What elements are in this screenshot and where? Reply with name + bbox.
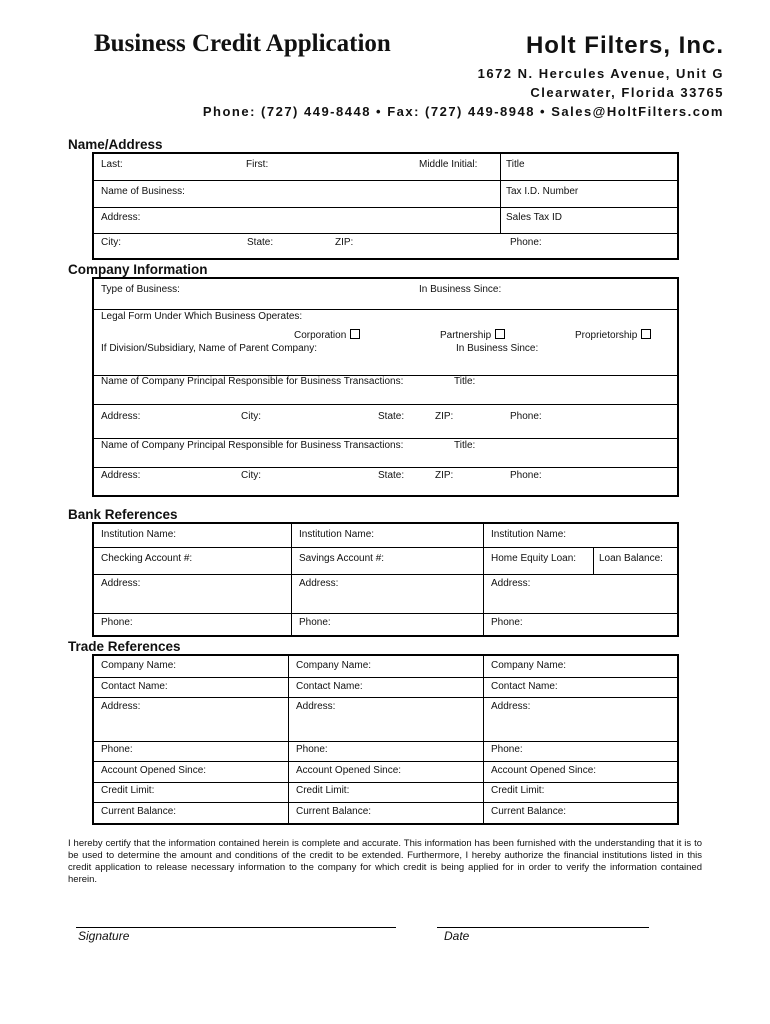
city-field[interactable]: City: — [101, 237, 121, 248]
principal-2-address-field[interactable]: Address: — [101, 470, 141, 481]
bank-1-address-field[interactable]: Address: — [101, 578, 141, 589]
middle-initial-field[interactable]: Middle Initial: — [419, 159, 478, 170]
trade-1-credit-limit-field[interactable]: Credit Limit: — [101, 785, 155, 796]
principal-1-city-field[interactable]: City: — [241, 411, 261, 422]
principal-1-phone-field[interactable]: Phone: — [510, 411, 542, 422]
trade-3-account-opened-field[interactable]: Account Opened Since: — [491, 765, 597, 776]
company-name: Holt Filters, Inc. — [525, 32, 724, 59]
signature-label: Signature — [78, 929, 130, 943]
bank-2-phone-field[interactable]: Phone: — [299, 617, 331, 628]
bank-3-address-field[interactable]: Address: — [491, 578, 531, 589]
principal-2-title-field[interactable]: Title: — [454, 440, 476, 451]
proprietorship-label: Proprietorship — [575, 330, 638, 341]
parent-company-field[interactable]: If Division/Subsidiary, Name of Parent Company: — [101, 343, 318, 354]
trade-1-contact-field[interactable]: Contact Name: — [101, 681, 168, 692]
section-bank-refs-heading: Bank References — [68, 507, 178, 522]
checking-account-field[interactable]: Checking Account #: — [101, 553, 193, 564]
trade-2-account-opened-field[interactable]: Account Opened Since: — [296, 765, 402, 776]
trade-3-company-field[interactable]: Company Name: — [491, 660, 567, 671]
name-address-box — [92, 152, 679, 260]
date-label: Date — [444, 929, 470, 943]
trade-1-address-field[interactable]: Address: — [101, 701, 141, 712]
principal-1-title-field[interactable]: Title: — [454, 376, 476, 387]
proprietorship-checkbox[interactable] — [641, 329, 651, 339]
trade-refs-box — [92, 654, 679, 825]
trade-1-account-opened-field[interactable]: Account Opened Since: — [101, 765, 207, 776]
bank-1-institution-field[interactable]: Institution Name: — [101, 529, 177, 540]
section-company-info-heading: Company Information — [68, 262, 208, 277]
trade-2-credit-limit-field[interactable]: Credit Limit: — [296, 785, 350, 796]
bank-3-phone-field[interactable]: Phone: — [491, 617, 523, 628]
principal-2-name-field[interactable]: Name of Company Principal Responsible for Business Transactions: — [101, 440, 404, 451]
company-street: 1672 N. Hercules Avenue, Unit G — [477, 66, 724, 81]
principal-1-state-field[interactable]: State: — [378, 411, 405, 422]
trade-2-company-field[interactable]: Company Name: — [296, 660, 372, 671]
trade-2-contact-field[interactable]: Contact Name: — [296, 681, 363, 692]
date-line[interactable] — [437, 927, 649, 928]
trade-1-phone-field[interactable]: Phone: — [101, 744, 133, 755]
principal-2-zip-field[interactable]: ZIP: — [435, 470, 454, 481]
corporation-option[interactable] — [294, 329, 360, 341]
principal-1-address-field[interactable]: Address: — [101, 411, 141, 422]
type-of-business-field[interactable]: Type of Business: — [101, 284, 180, 295]
home-equity-loan-field[interactable]: Home Equity Loan: — [491, 553, 577, 564]
certification-text: I hereby certify that the information contained herein is complete and accurate. This information has been furnished with the understanding that it is to be used to determine the amount and conditions of the credit to be extended. Furthermore, I hereby authorize the financial institutions listed in this credit application to release necessary information to the company for which credit is being applied for in order to verify the information contained herein. — [68, 838, 702, 885]
principal-2-phone-field[interactable]: Phone: — [510, 470, 542, 481]
partnership-checkbox[interactable] — [495, 329, 505, 339]
savings-account-field[interactable]: Savings Account #: — [299, 553, 385, 564]
corporation-label: Corporation — [294, 330, 347, 341]
last-name-field[interactable]: Last: — [101, 159, 123, 170]
proprietorship-option[interactable] — [575, 329, 651, 341]
first-name-field[interactable]: First: — [246, 159, 269, 170]
bank-2-address-field[interactable]: Address: — [299, 578, 339, 589]
title-field[interactable]: Title — [506, 159, 525, 170]
trade-2-address-field[interactable]: Address: — [296, 701, 336, 712]
principal-1-name-field[interactable]: Name of Company Principal Responsible for Business Transactions: — [101, 376, 404, 387]
trade-3-current-balance-field[interactable]: Current Balance: — [491, 806, 567, 817]
trade-3-phone-field[interactable]: Phone: — [491, 744, 523, 755]
form-title: Business Credit Application — [94, 30, 391, 57]
trade-3-contact-field[interactable]: Contact Name: — [491, 681, 558, 692]
trade-2-current-balance-field[interactable]: Current Balance: — [296, 806, 372, 817]
signature-line[interactable] — [76, 927, 396, 928]
parent-in-business-since-field[interactable]: In Business Since: — [456, 343, 539, 354]
principal-2-city-field[interactable]: City: — [241, 470, 261, 481]
state-field[interactable]: State: — [247, 237, 274, 248]
phone-field[interactable]: Phone: — [510, 237, 542, 248]
trade-2-phone-field[interactable]: Phone: — [296, 744, 328, 755]
company-contact: Phone: (727) 449-8448 • Fax: (727) 449-8948 • Sales@HoltFilters.com — [202, 104, 724, 119]
address-field[interactable]: Address: — [101, 212, 141, 223]
company-info-box — [92, 277, 679, 497]
trade-3-address-field[interactable]: Address: — [491, 701, 531, 712]
principal-1-zip-field[interactable]: ZIP: — [435, 411, 454, 422]
trade-1-company-field[interactable]: Company Name: — [101, 660, 177, 671]
corporation-checkbox[interactable] — [350, 329, 360, 339]
trade-3-credit-limit-field[interactable]: Credit Limit: — [491, 785, 545, 796]
bank-2-institution-field[interactable]: Institution Name: — [299, 529, 375, 540]
business-name-field[interactable]: Name of Business: — [101, 186, 185, 197]
company-city: Clearwater, Florida 33765 — [530, 85, 724, 100]
partnership-label: Partnership — [440, 330, 492, 341]
bank-3-institution-field[interactable]: Institution Name: — [491, 529, 567, 540]
trade-1-current-balance-field[interactable]: Current Balance: — [101, 806, 177, 817]
bank-1-phone-field[interactable]: Phone: — [101, 617, 133, 628]
loan-balance-field[interactable]: Loan Balance: — [599, 553, 663, 564]
partnership-option[interactable] — [440, 329, 505, 341]
zip-field[interactable]: ZIP: — [335, 237, 354, 248]
principal-2-state-field[interactable]: State: — [378, 470, 405, 481]
section-name-address-heading: Name/Address — [68, 137, 163, 152]
bank-refs-box — [92, 522, 679, 637]
sales-tax-id-field[interactable]: Sales Tax ID — [506, 212, 562, 223]
section-trade-refs-heading: Trade References — [68, 639, 181, 654]
in-business-since-field[interactable]: In Business Since: — [419, 284, 502, 295]
tax-id-field[interactable]: Tax I.D. Number — [506, 186, 579, 197]
legal-form-label: Legal Form Under Which Business Operates: — [101, 311, 303, 322]
